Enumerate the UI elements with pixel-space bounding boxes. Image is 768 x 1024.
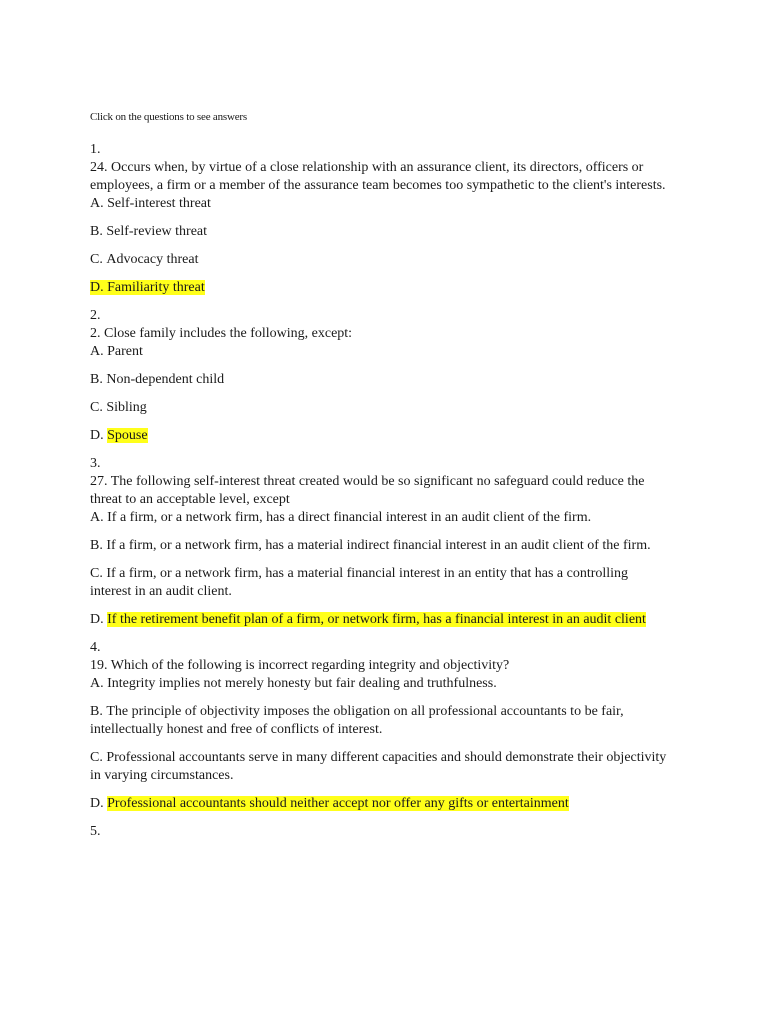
- question-text[interactable]: 24. Occurs when, by virtue of a close relationship with an assurance client, its directors, officers or employees, a firm or a member of the assurance team becomes too sympathetic to the client's interests.: [90, 160, 666, 193]
- option-letter: B.: [90, 538, 103, 553]
- highlighted-answer-text: If the retirement benefit plan of a firm, or network firm, has a financial interest in an audit client: [107, 612, 646, 627]
- option-d-answer: [90, 611, 672, 629]
- option-letter: B.: [90, 704, 103, 719]
- question-1[interactable]: [90, 141, 672, 297]
- question-text[interactable]: 27. The following self-interest threat created would be so significant no safeguard could reduce the threat to an acceptable level, except: [90, 474, 645, 507]
- question-4[interactable]: [90, 639, 672, 813]
- question-number: 2.: [90, 308, 101, 323]
- option-a: [90, 195, 672, 213]
- highlighted-answer-text: Spouse: [107, 428, 148, 443]
- option-letter: B.: [90, 224, 103, 239]
- question-text[interactable]: 19. Which of the following is incorrect regarding integrity and objectivity?: [90, 658, 510, 673]
- option-letter: C.: [90, 750, 103, 765]
- highlighted-answer-text: Professional accountants should neither accept nor offer any gifts or entertainment: [107, 796, 569, 811]
- option-a: [90, 509, 672, 527]
- option-c: [90, 565, 672, 601]
- option-text: Integrity implies not merely honesty but fair dealing and truthfulness.: [107, 676, 497, 691]
- option-letter: C.: [90, 566, 103, 581]
- question-number: 1.: [90, 142, 101, 157]
- question-text[interactable]: 2. Close family includes the following, except:: [90, 326, 353, 341]
- option-c: [90, 399, 672, 417]
- option-letter: A.: [90, 196, 104, 211]
- option-text: If a firm, or a network firm, has a material financial interest in an entity that has a controlling interest in an audit client.: [90, 566, 629, 599]
- option-letter: C.: [90, 252, 103, 267]
- option-letter: B.: [90, 372, 103, 387]
- option-c: [90, 749, 672, 785]
- option-d-answer: [90, 427, 672, 445]
- option-letter: D.: [90, 796, 104, 811]
- instruction-text: Click on the questions to see answers: [90, 111, 247, 123]
- option-b: [90, 223, 672, 241]
- option-text: If a firm, or a network firm, has a direct financial interest in an audit client of the firm.: [107, 510, 592, 525]
- option-d-answer: [90, 279, 672, 297]
- option-text: Sibling: [106, 400, 147, 415]
- option-b: [90, 703, 672, 739]
- option-letter: A.: [90, 676, 104, 691]
- question-5-number[interactable]: 5.: [90, 824, 101, 839]
- option-letter: A.: [90, 510, 104, 525]
- option-b: [90, 371, 672, 389]
- option-text: If a firm, or a network firm, has a material indirect financial interest in an audit client of the firm.: [106, 538, 651, 553]
- option-c: [90, 251, 672, 269]
- option-text: Non-dependent child: [106, 372, 225, 387]
- option-text: Self-interest threat: [107, 196, 211, 211]
- option-letter: C.: [90, 400, 103, 415]
- option-text: The principle of objectivity imposes the obligation on all professional accountants to be fair, intellectually honest and free of conflicts of interest.: [90, 704, 624, 737]
- question-number: 4.: [90, 640, 101, 655]
- option-text: Advocacy threat: [106, 252, 199, 267]
- option-a: [90, 343, 672, 361]
- option-letter: D.: [90, 428, 104, 443]
- option-text: Self-review threat: [106, 224, 208, 239]
- question-3[interactable]: [90, 455, 672, 629]
- option-letter: D.: [90, 612, 104, 627]
- option-a: [90, 675, 672, 693]
- option-b: [90, 537, 672, 555]
- question-number: 3.: [90, 456, 101, 471]
- question-2[interactable]: [90, 307, 672, 445]
- option-text: Professional accountants serve in many different capacities and should demonstrate their objectivity in varying circumstances.: [90, 750, 667, 783]
- option-letter: A.: [90, 344, 104, 359]
- option-text: Parent: [107, 344, 143, 359]
- option-letter: D.: [90, 280, 104, 295]
- highlighted-answer-text: Familiarity threat: [107, 280, 205, 295]
- option-d-answer: [90, 795, 672, 813]
